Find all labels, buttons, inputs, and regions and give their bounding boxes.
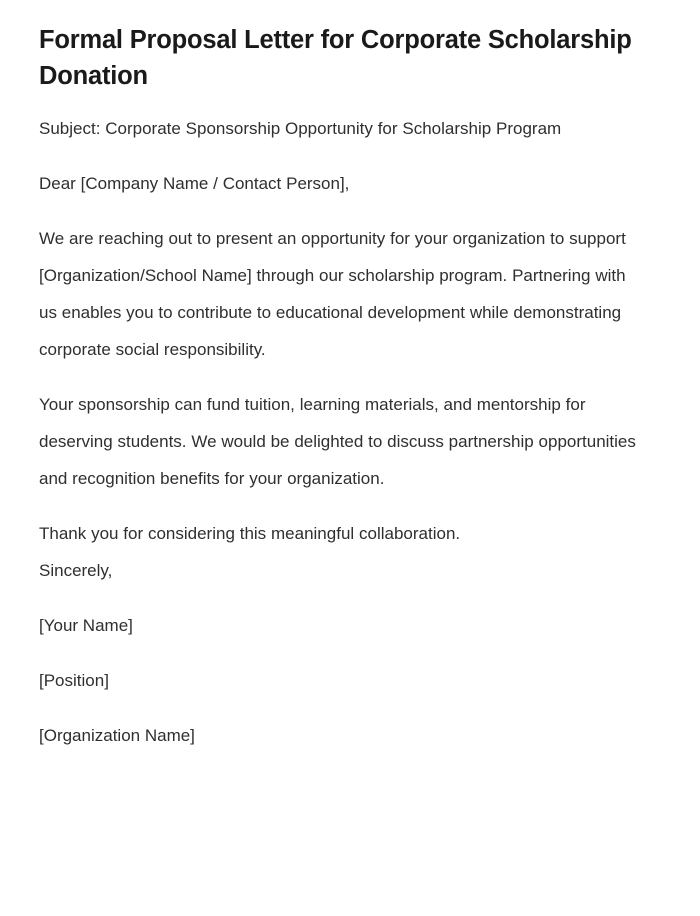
signature-block <box>39 552 636 754</box>
signature-name: [Your Name] <box>39 616 133 635</box>
signature-position: [Position] <box>39 671 109 690</box>
page-title: Formal Proposal Letter for Corporate Scholarship Donation <box>39 26 632 90</box>
body-paragraph-1: We are reaching out to present an opportunity for your organization to support [Organization/School Name] through our scholarship program. Partnering with us enables you to contribute to educational development while demonstrating corporate social responsibility. <box>39 229 626 359</box>
body-paragraph-2: Your sponsorship can fund tuition, learning materials, and mentorship for deserving students. We would be delighted to discuss partnership opportunities and recognition benefits for your organization. <box>39 395 636 488</box>
closing-paragraph: Thank you for considering this meaningful collaboration. <box>39 524 461 543</box>
signature-organization: [Organization Name] <box>39 726 195 745</box>
signature-closing: Sincerely, <box>39 561 113 580</box>
subject-line: Subject: Corporate Sponsorship Opportunity for Scholarship Program <box>39 119 562 138</box>
letter-body <box>39 110 636 552</box>
salutation: Dear [Company Name / Contact Person], <box>39 174 350 193</box>
